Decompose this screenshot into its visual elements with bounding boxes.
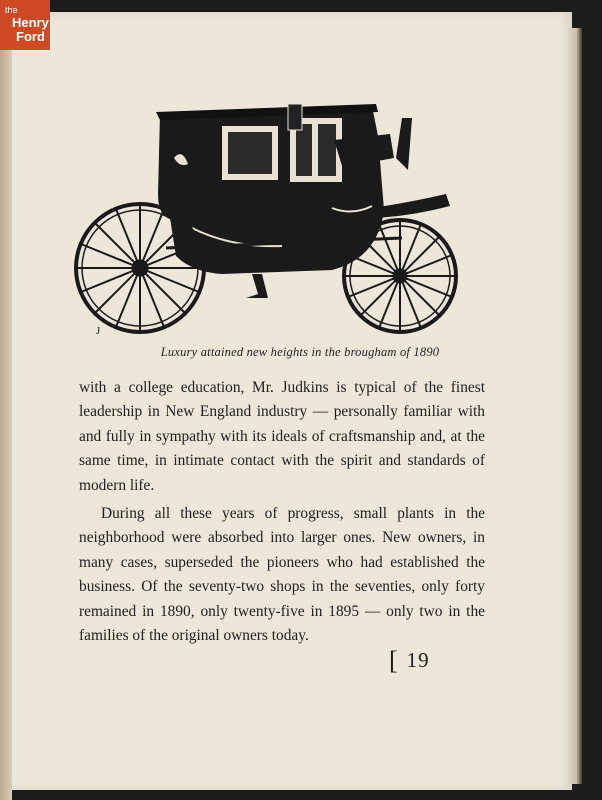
logo-the: the (5, 5, 18, 15)
brougham-carriage-illustration (72, 98, 484, 348)
rear-wheel (76, 204, 204, 332)
paragraph-2: During all these years of progress, small plants in the neighborhood were absorbed into larger ones. New owners, in many cases, superseded the pioneers who had established the business. Of the seventy-two shops in the seventies, only forty remained in 1890, only twenty-five in 1895 — only two in the families of the original owners today. (79, 505, 485, 645)
paragraph-1: with a college education, Mr. Judkins is typical of the finest leadership in New England industry — personally familiar with and fully in sympathy with its ideals of craftsmanship and, at the same time, in intimate contact with the spirit and standards of modern life. (79, 379, 485, 494)
henry-ford-logo (0, 0, 50, 50)
carriage-lamp (288, 104, 302, 130)
logo-henry: Henry (12, 15, 49, 30)
page-number-value: 19 (406, 648, 430, 672)
left-page-edge (0, 0, 12, 800)
page-number-bracket: [ (389, 646, 399, 675)
front-wheel (344, 220, 456, 332)
logo-ford: Ford (16, 29, 45, 44)
figure-caption: Luxury attained new heights in the brougham of 1890 (160, 345, 440, 359)
right-page-edge (568, 28, 582, 784)
body-text (79, 376, 485, 648)
page-number (389, 644, 430, 674)
artist-signature: J (96, 325, 101, 337)
